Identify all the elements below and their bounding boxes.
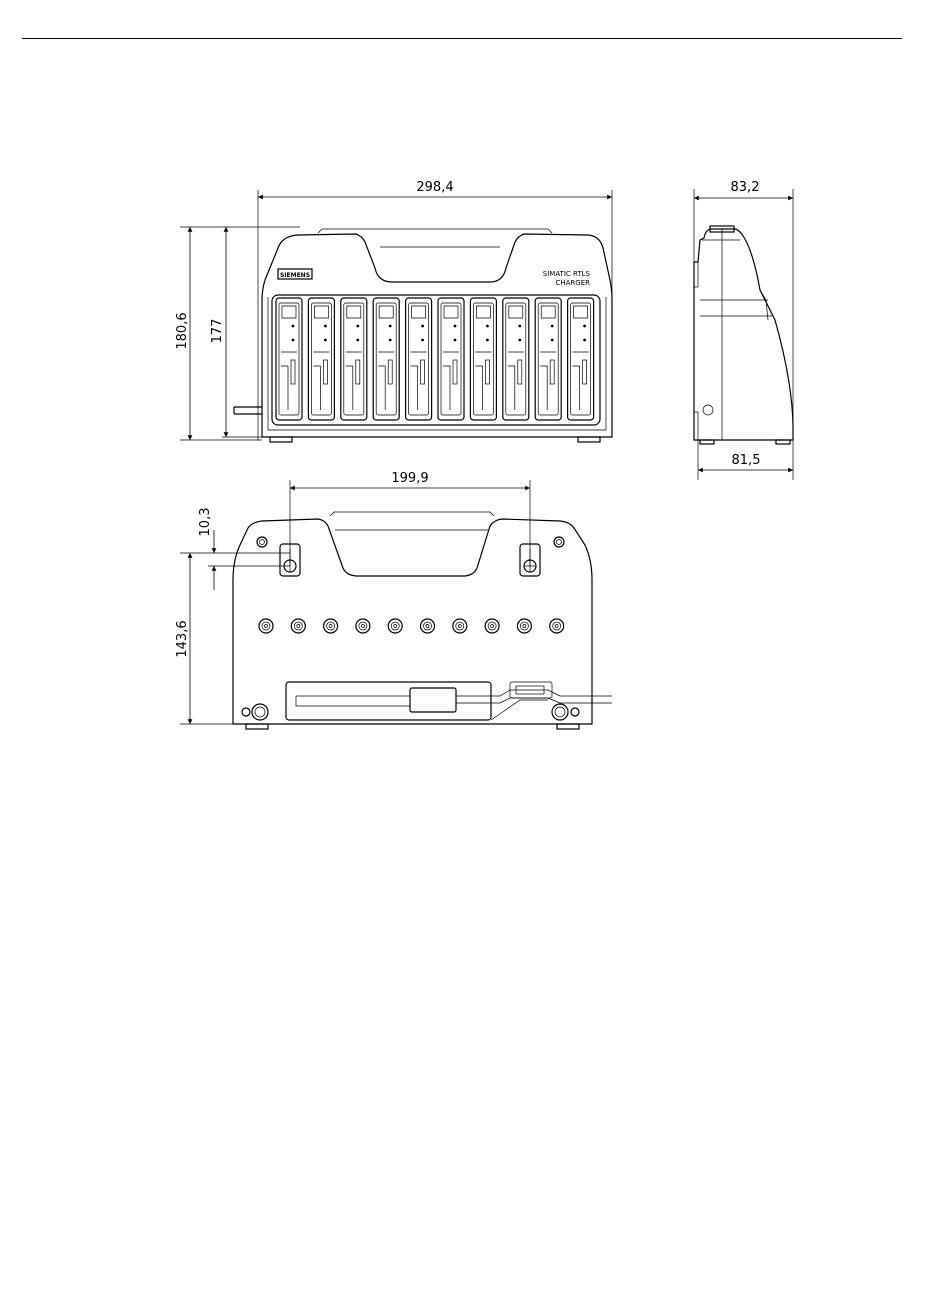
rear-connector xyxy=(259,619,273,633)
rear-connectors xyxy=(259,619,564,633)
rear-connector xyxy=(517,619,531,633)
dim-front-height-body: 177 xyxy=(210,318,225,344)
product-name-line2: CHARGER xyxy=(555,279,590,287)
rear-connector xyxy=(421,619,435,633)
dim-side-depth-top: 83,2 xyxy=(730,180,760,195)
charging-slot xyxy=(308,298,334,420)
rear-connector xyxy=(291,619,305,633)
screw xyxy=(571,708,579,716)
charging-slots xyxy=(276,298,594,420)
screw xyxy=(257,537,267,547)
rear-connector xyxy=(388,619,402,633)
rear-dimensions xyxy=(175,471,530,724)
screw xyxy=(554,537,564,547)
rear-connector xyxy=(453,619,467,633)
front-view xyxy=(222,229,612,442)
foot-pad xyxy=(552,704,568,720)
dim-rear-hole-spacing: 199,9 xyxy=(391,471,429,486)
dim-side-depth-bottom: 81,5 xyxy=(731,453,761,468)
charging-slot xyxy=(341,298,367,420)
charging-slot xyxy=(276,298,302,420)
charging-slot xyxy=(503,298,529,420)
screw xyxy=(242,708,250,716)
product-name-line1: SIMATIC RTLS xyxy=(542,270,590,278)
dim-rear-hole-height: 143,6 xyxy=(175,620,190,658)
rear-connector xyxy=(356,619,370,633)
brand-logo: SIEMENS xyxy=(279,272,311,279)
charging-slot xyxy=(373,298,399,420)
side-view xyxy=(694,226,793,444)
rear-connector xyxy=(324,619,338,633)
charging-slot xyxy=(470,298,496,420)
rear-connector xyxy=(550,619,564,633)
foot-pad xyxy=(252,704,268,720)
charging-slot xyxy=(568,298,594,420)
dim-rear-hole-offset: 10,3 xyxy=(198,507,213,537)
rear-connector xyxy=(485,619,499,633)
charging-slot xyxy=(406,298,432,420)
dim-front-width: 298,4 xyxy=(416,180,454,195)
charging-slot xyxy=(535,298,561,420)
charging-slot xyxy=(438,298,464,420)
dim-front-height-total: 180,6 xyxy=(175,312,190,350)
